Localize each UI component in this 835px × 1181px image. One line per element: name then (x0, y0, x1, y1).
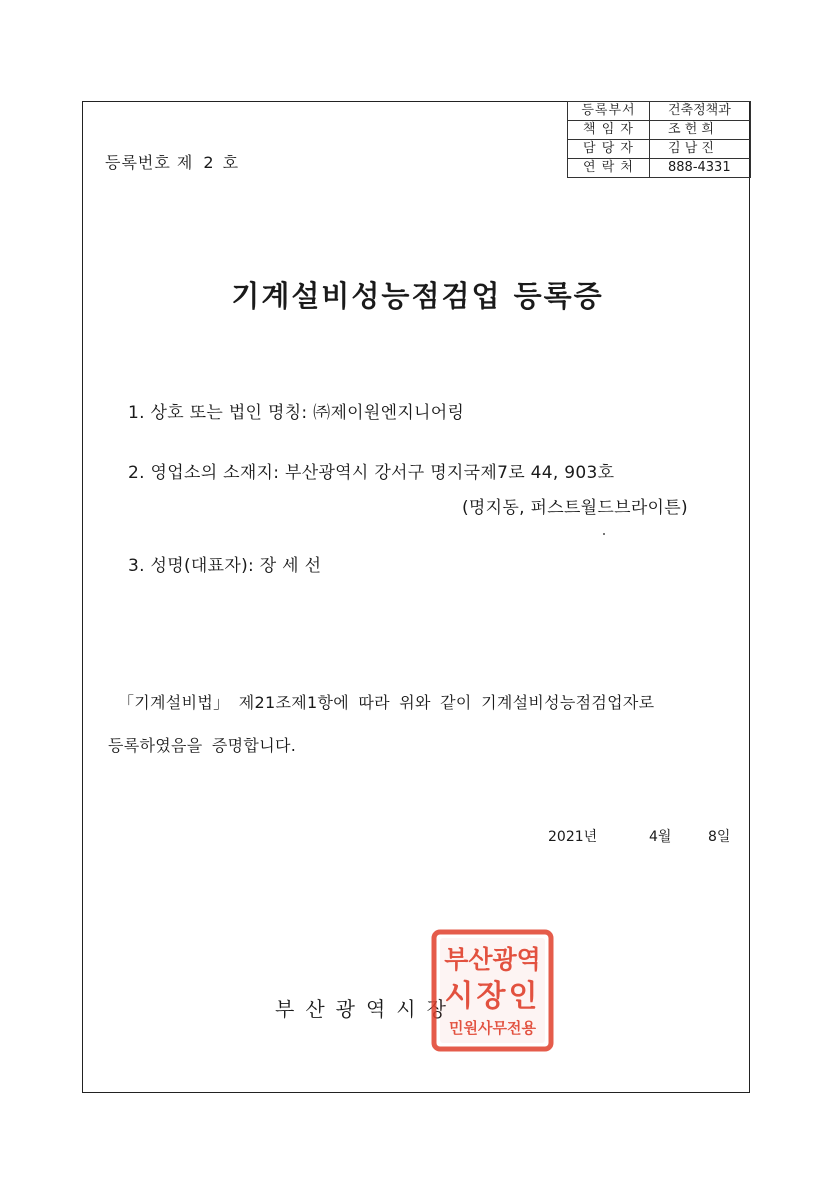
registration-prefix: 등록번호 제 (105, 153, 194, 172)
representative-item: 3. 성명(대표자): 장 세 선 (128, 556, 322, 576)
document-border (82, 101, 750, 1093)
table-value: 888-4331 (650, 159, 751, 178)
certification-text-line2: 등록하였음을 증명합니다. (108, 736, 297, 755)
business-address-detail: (명지동, 퍼스트월드브라이튼) (462, 498, 688, 518)
issue-month: 4월 (649, 829, 672, 845)
table-key: 등록부서 (568, 102, 650, 121)
issue-day: 8일 (708, 829, 731, 845)
table-row (568, 159, 751, 178)
table-row (568, 102, 751, 121)
official-seal-icon (430, 928, 555, 1053)
registration-value: 2 (203, 153, 215, 172)
registration-suffix: 호 (222, 153, 240, 172)
contact-info-table (567, 101, 751, 178)
company-name-item: 1. 상호 또는 법인 명칭: ㈜제이원엔지니어링 (128, 403, 465, 423)
issue-year: 2021년 (548, 829, 598, 845)
svg-text:부산광역: 부산광역 (444, 945, 541, 974)
issuer-name: 부산광역시장 (275, 997, 457, 1021)
table-value: 건축정책과 (650, 102, 751, 121)
table-key: 연 락 처 (568, 159, 650, 178)
registration-number (105, 150, 239, 173)
table-key: 책 임 자 (568, 121, 650, 140)
document-title: 기계설비성능점검업 등록증 (231, 279, 604, 313)
svg-text:민원사무전용: 민원사무전용 (449, 1019, 536, 1037)
table-row (568, 121, 751, 140)
business-address-item: 2. 영업소의 소재지: 부산광역시 강서구 명지국제7로 44, 903호 (128, 463, 615, 483)
table-value: 조 헌 희 (650, 121, 751, 140)
table-value: 김 남 진 (650, 140, 751, 159)
table-key: 담 당 자 (568, 140, 650, 159)
scan-speck (603, 533, 605, 535)
certification-text-line1: 「기계설비법」 제21조제1항에 따라 위와 같이 기계설비성능점검업자로 (118, 693, 655, 712)
table-row (568, 140, 751, 159)
svg-text:시장인: 시장인 (444, 979, 541, 1014)
